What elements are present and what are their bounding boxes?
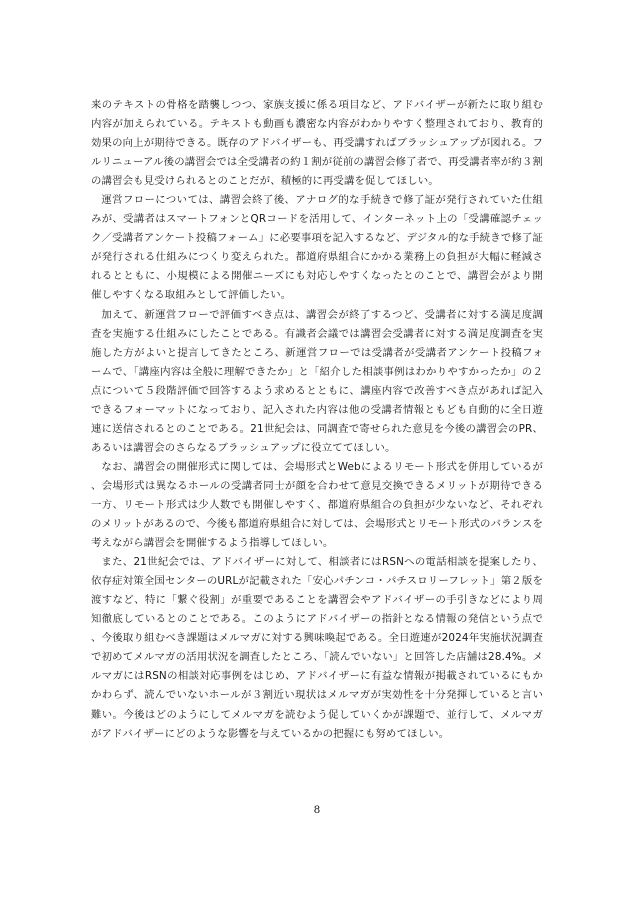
paragraph-satisfaction-survey: 加えて、新運営フローで評価すべき点は、講習会が終了するつど、受講者に対する満足度調査を実施する仕組みにしたことである。有識者会議では講習会受講者に対する満足度調査を実施した方がよいと提言してきたところ、新運営フローでは受講者が受講者アンケート投稿フォームで、「講座内容は全般に理解できたか」と「紹介した相談事例はわかりやすかったか」の２点について５段階評価で回答するよう求めるとともに、講座内容で改善すべき点があれば記入できるフォーマットになっており、記入された内容は他の受講者情報ともども自動的に全日遊連に送信されるとのことである。21世紀会は、同調査で寄せられた意見を今後の講習会のPR、あるいは講習会のさらなるブラッシュアップに役立ててほしい。 bbox=[91, 308, 543, 454]
paragraph-text-continuation: 来のテキストの骨格を踏襲しつつ、家族支援に係る項目など、アドバイザーが新たに取り組む内容が加えられている。テキストも動画も濃密な内容がわかりやすく整理されており、教育的効果の向上が期待できる。既存のアドバイザーも、再受講すればブラッシュアップが図れる。フルリニューアル後の講習会では全受講者の約１割が従前の講習会修了者で、再受講者率が約３割の講習会も見受けられるとのことだが、積極的に再受講を促してほしい。 bbox=[91, 99, 543, 188]
body-text bbox=[91, 96, 543, 744]
paragraph-operation-flow: 運営フローについては、講習会終了後、アナログ的な手続きで修了証が発行されていた仕組みが、受講者はスマートフォンとQRコードを活用して、インターネット上の「受講確認チェック／受講者アンケート投稿フォーム」に必要事項を記入するなど、デジタル的な手続きで修了証が発行される仕組みにつくり変えられた。都道府県組合にかかる業務上の負担が大幅に軽減されるとともに、小規模による開催ニーズにも対応しやすくなったとのことで、講習会がより開催しやすくなる取組みとして評価したい。 bbox=[91, 194, 543, 302]
paragraph-event-format: なお、講習会の開催形式に関しては、会場形式とWebによるリモート形式を併用しているが、会場形式は異なるホールの受講者同士が顔を合わせて意見交換できるメリットが期待できる一方、リモート形式は少人数でも開催しやすく、都道府県組合の負担が少ないなど、それぞれのメリットがあるので、今後も都道府県組合に対しては、会場形式とリモート形式のバランスを考えながら講習会を開催するよう指導してほしい。 bbox=[91, 460, 543, 550]
paragraph-mail-magazine: また、21世紀会では、アドバイザーに対して、相談者にはRSNへの電話相談を提案したり、依存症対策全国センターのURLが記載された「安心パチンコ・パチスロリーフレット」第２版を渡すなど、特に「繋ぐ役割」が重要であることを講習会やアドバイザーの手引きなどにより周知徹底しているとのことである。このようにアドバイザーの指針となる情報の発信という点で、今後取り組むべき課題はメルマガに対する興味喚起である。全日遊連が2024年実施状況調査で初めてメルマガの活用状況を調査したところ、「読んでいない」と回答した店舗は28.4%。メルマガにはRSNの相談対応事例をはじめ、アドバイザーに有益な情報が掲載されているにもかかわらず、読んでいないホールが３割近い現状はメルマガが実効性を十分発揮していると言い難い。今後はどのようにしてメルマガを読むよう促していくかが課題で、並行して、メルマガがアドバイザーにどのような影響を与えているかの把握にも努めてほしい。 bbox=[91, 556, 543, 740]
page-number: 8 bbox=[313, 804, 321, 816]
